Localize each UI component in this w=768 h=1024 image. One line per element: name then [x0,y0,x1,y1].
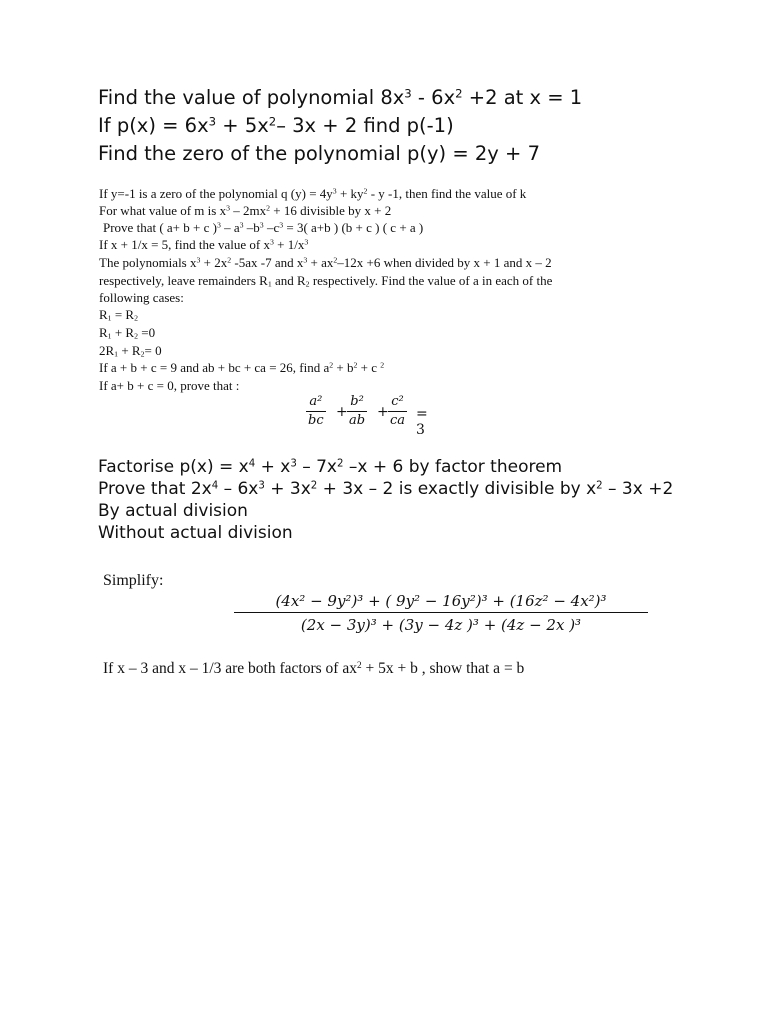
case-2: $R_1 + R_2 =0$ [99,325,156,341]
option-without-division: Without actual division [98,523,293,543]
equals-three: = 3 [416,406,428,438]
question-value-of-m: For what value of m is $x^3 - 2mx^2 + 16$ divisible by x + 2 [99,203,392,218]
question-factors-a-equals-b: If x – 3 and x – 1/3 are both factors of $ax^2 + 5x + b$ , show that a = b [103,660,525,677]
plus-sign: + [336,404,348,420]
fraction-bar [234,612,648,613]
fraction-b2-ab: b² ab [349,394,366,428]
simplify-denominator: (2x − 3y)³ + (3y − 4z )³ + (4z − 2x )³ [300,616,582,634]
simplify-fraction [234,590,648,636]
question-prove-divisible: Prove that $2x^4 - 6x^3 + 3x^2 + 3x - 2$ is exactly divisible by $x^2 - 3x +2$ [98,479,674,499]
case-1: $R_1 = R_2$ [99,307,138,323]
question-remainders-line-2: respectively, leave remainders $R_1$ and $R_2$ respectively. Find the value of a in each of the [99,273,553,289]
question-remainders-line-1: The polynomials $x^3 + 2x^2$ -5ax -7 and $x^3 + ax^2-12x +6$ when divided by x + 1 and x – 2 [99,255,552,270]
simplify-label: Simplify: [103,572,164,589]
question-sum-of-squares: If a + b + c = 9 and ab + bc + ca = 26, find $a^2 + b^2 + c$ $^2$ [99,360,385,375]
fraction-a2-bc: a² bc [308,394,324,428]
question-remainders-line-3: following cases: [99,290,184,305]
simplify-numerator: (4x² − 9y²)³ + ( 9y² − 16y²)³ + (16z² − 4x²)³ [275,592,607,610]
question-zero-find-k: If y=-1 is a zero of the polynomial q $(y) = 4y^3 + ky^2 - y$ -1, then find the value of k [99,186,527,201]
question-find-zero: Find the zero of the polynomial p(y) = 2y + 7 [98,142,540,165]
case-3: $2R_1 + R_2= 0$ [99,343,162,359]
question-prove-that: If a+ b + c = 0, prove that : [99,378,240,393]
fraction-c2-ca: c² ca [390,394,406,428]
plus-sign: + [377,404,389,420]
question-x-cube-sum: If x + 1/x = 5, find the value of $x^3 + 1/x^3$ [99,237,309,252]
question-factorise: Factorise $p(x) = x^4 + x^3 - 7x^2$ –x + 6 by factor theorem [98,457,563,477]
question-prove-identity: Prove that ( a+ b + c )$^3 - a^3$ $-b^3$ $-c^3 = 3$( a+b ) (b + c ) ( c + a ) [103,220,424,235]
question-polynomial-value: Find the value of polynomial $8x^3 - 6x^2 +2$ at x = 1 [98,86,583,109]
question-find-p-minus-1: If $p(x) = 6x^3 + 5x^2-$ 3x + 2 find p(-1) [98,114,454,137]
option-actual-division: By actual division [98,501,248,521]
